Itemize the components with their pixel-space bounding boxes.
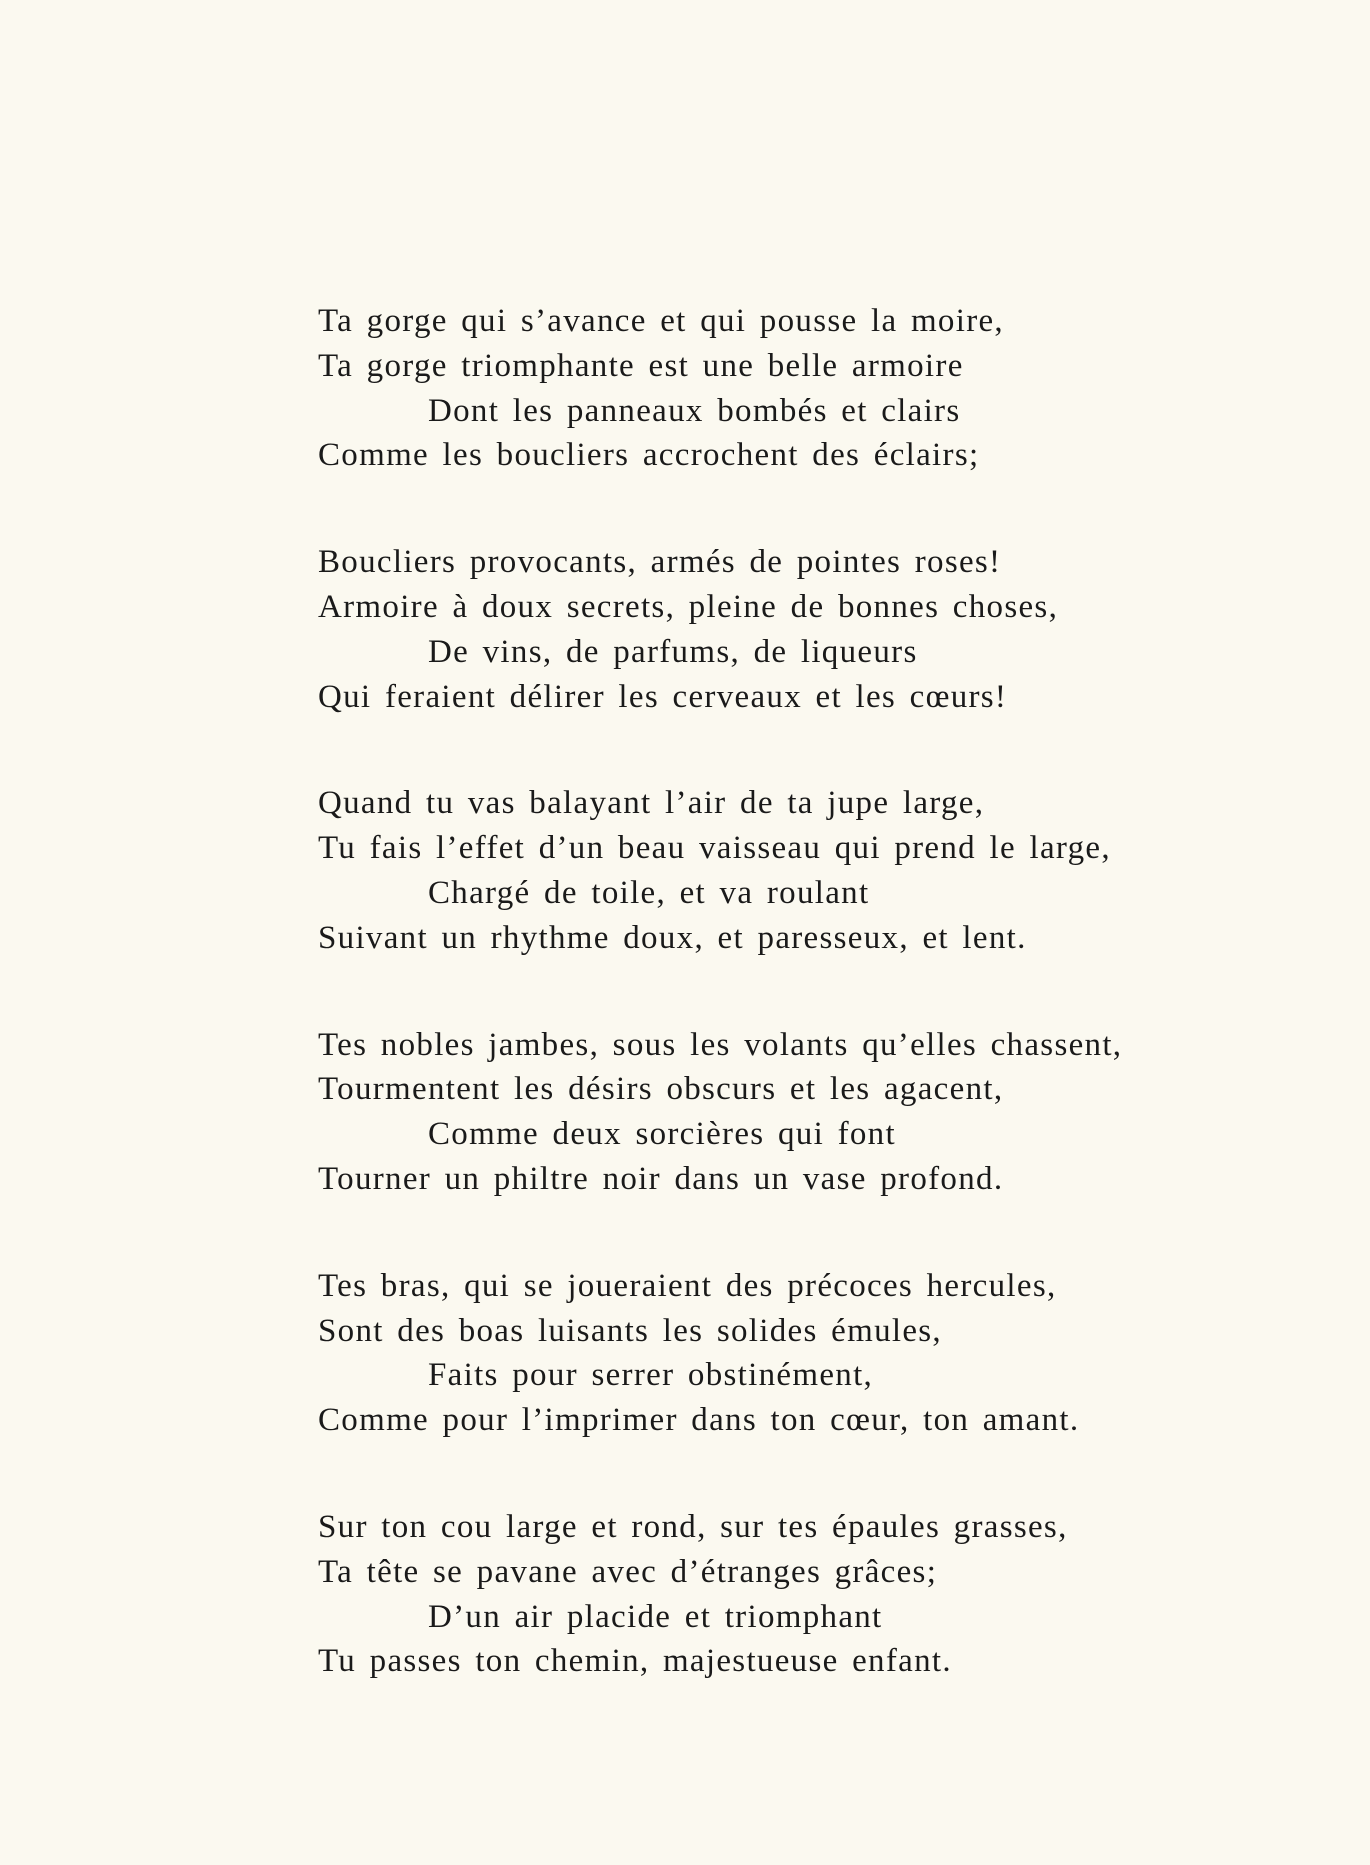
stanza-1: [318, 299, 1318, 478]
poem-line: Ta gorge triomphante est une belle armoire: [318, 347, 964, 384]
poem-line: Tourmentent les désirs obscurs et les agacent,: [318, 1071, 1004, 1108]
poem-line: Tourner un philtre noir dans un vase profond.: [318, 1160, 1004, 1197]
poem-line: Suivant un rhythme doux, et paresseux, et lent.: [318, 919, 1027, 956]
stanza-3: [318, 781, 1318, 960]
stanza-6: [318, 1505, 1318, 1684]
poem-line: Tu passes ton chemin, majestueuse enfant.: [318, 1643, 952, 1680]
poem-line-indented: Comme deux sorcières qui font: [428, 1116, 896, 1153]
poem-line: Tes bras, qui se joueraient des précoces hercules,: [318, 1267, 1057, 1304]
stanza-5: [318, 1264, 1318, 1443]
poem-line: Tes nobles jambes, sous les volants qu’elles chassent,: [318, 1026, 1123, 1063]
poem-line: Armoire à doux secrets, pleine de bonnes choses,: [318, 588, 1059, 625]
poem-body: [318, 299, 1318, 1746]
poem-line: Sont des boas luisants les solides émules,: [318, 1312, 942, 1349]
stanza-2: [318, 540, 1318, 719]
poem-line: Boucliers provocants, armés de pointes roses!: [318, 544, 1002, 581]
stanza-4: [318, 1023, 1318, 1202]
poem-line: Qui feraient délirer les cerveaux et les cœurs!: [318, 678, 1008, 715]
poem-line: Ta tête se pavane avec d’étranges grâces;: [318, 1553, 938, 1590]
poem-line-indented: Dont les panneaux bombés et clairs: [428, 392, 961, 429]
poem-line-indented: De vins, de parfums, de liqueurs: [428, 633, 918, 670]
poem-line: Comme les boucliers accrochent des éclairs;: [318, 437, 980, 474]
poem-line: Ta gorge qui s’avance et qui pousse la moire,: [318, 303, 1004, 339]
poem-line: Sur ton cou large et rond, sur tes épaules grasses,: [318, 1508, 1068, 1545]
poem-line: Quand tu vas balayant l’air de ta jupe large,: [318, 785, 985, 822]
poem-line-indented: Faits pour serrer obstinément,: [428, 1357, 874, 1394]
poem-line-indented: Chargé de toile, et va roulant: [428, 874, 870, 911]
poem-line: Comme pour l’imprimer dans ton cœur, ton amant.: [318, 1402, 1080, 1439]
poem-line-indented: D’un air placide et triomphant: [428, 1598, 883, 1635]
poem-line: Tu fais l’effet d’un beau vaisseau qui prend le large,: [318, 830, 1111, 867]
